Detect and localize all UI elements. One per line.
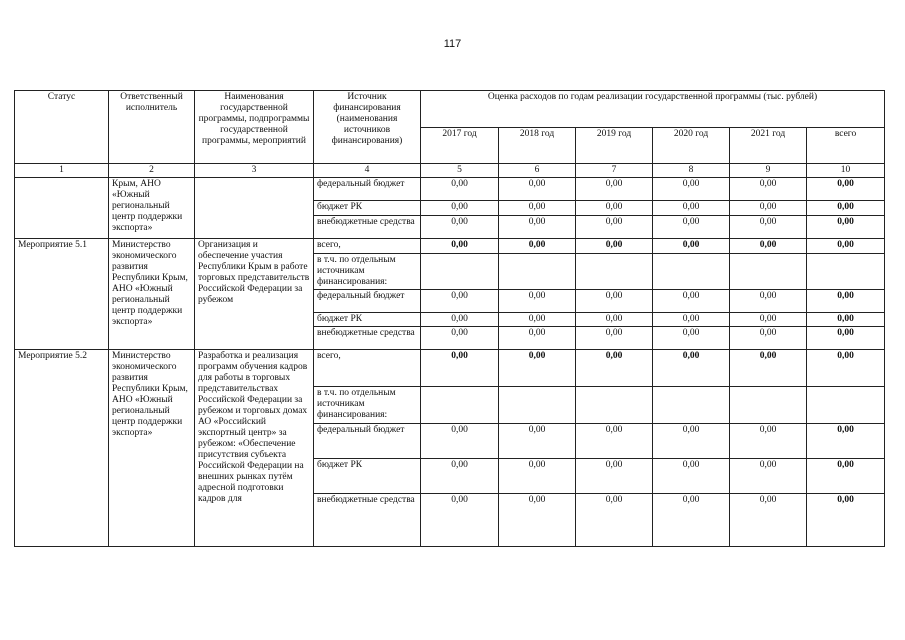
value-cell: 0,00 xyxy=(499,313,576,327)
value-cell: 0,00 xyxy=(730,313,807,327)
value-cell: 0,00 xyxy=(576,350,653,387)
total-cell: 0,00 xyxy=(807,350,885,387)
total-cell: 0,00 xyxy=(807,327,885,350)
status-cell xyxy=(15,178,109,239)
value-cell: 0,00 xyxy=(421,216,499,239)
source-cell: бюджет РК xyxy=(314,201,421,216)
value-cell: 0,00 xyxy=(653,201,730,216)
value-cell xyxy=(730,254,807,290)
source-cell: в т.ч. по отдельным источникам финансирования: xyxy=(314,254,421,290)
table-block xyxy=(15,239,885,350)
value-cell: 0,00 xyxy=(499,178,576,201)
value-cell: 0,00 xyxy=(499,494,576,547)
column-number: 1 xyxy=(15,164,109,178)
value-cell: 0,00 xyxy=(576,424,653,459)
value-cell xyxy=(653,387,730,424)
executor-cell: Министерство экономического развития Республики Крым, АНО «Южный региональный центр поддержки экспорта» xyxy=(109,239,195,350)
value-cell: 0,00 xyxy=(421,201,499,216)
source-cell: всего, xyxy=(314,239,421,254)
total-cell xyxy=(807,254,885,290)
value-cell: 0,00 xyxy=(730,201,807,216)
value-cell: 0,00 xyxy=(421,313,499,327)
value-cell: 0,00 xyxy=(576,216,653,239)
value-cell: 0,00 xyxy=(730,459,807,494)
value-cell: 0,00 xyxy=(421,327,499,350)
total-cell: 0,00 xyxy=(807,459,885,494)
total-cell: 0,00 xyxy=(807,494,885,547)
header-year: 2019 год xyxy=(576,127,653,164)
table-block xyxy=(15,178,885,239)
total-cell: 0,00 xyxy=(807,216,885,239)
budget-table xyxy=(14,90,885,547)
value-cell: 0,00 xyxy=(576,494,653,547)
value-cell: 0,00 xyxy=(653,494,730,547)
header-year: 2021 год xyxy=(730,127,807,164)
header-source: Источник финансирования (наименования источников финансирования) xyxy=(314,91,421,164)
value-cell: 0,00 xyxy=(653,327,730,350)
header-program-name: Наименования государственной программы, подпрограммы государственной программы, мероприятий xyxy=(195,91,314,164)
value-cell: 0,00 xyxy=(730,494,807,547)
value-cell: 0,00 xyxy=(499,216,576,239)
value-cell: 0,00 xyxy=(499,327,576,350)
value-cell: 0,00 xyxy=(421,424,499,459)
column-number: 10 xyxy=(807,164,885,178)
value-cell: 0,00 xyxy=(576,201,653,216)
value-cell: 0,00 xyxy=(499,459,576,494)
header-status: Статус xyxy=(15,91,109,164)
total-cell: 0,00 xyxy=(807,201,885,216)
header-executor: Ответственный исполнитель xyxy=(109,91,195,164)
value-cell: 0,00 xyxy=(499,239,576,254)
value-cell: 0,00 xyxy=(499,424,576,459)
value-cell xyxy=(730,387,807,424)
value-cell: 0,00 xyxy=(730,327,807,350)
value-cell: 0,00 xyxy=(653,290,730,313)
value-cell: 0,00 xyxy=(730,178,807,201)
value-cell: 0,00 xyxy=(421,350,499,387)
value-cell: 0,00 xyxy=(576,290,653,313)
page-number: 117 xyxy=(443,38,462,50)
total-cell: 0,00 xyxy=(807,424,885,459)
column-number: 3 xyxy=(195,164,314,178)
column-number: 2 xyxy=(109,164,195,178)
value-cell: 0,00 xyxy=(576,313,653,327)
source-cell: внебюджетные средства xyxy=(314,327,421,350)
value-cell: 0,00 xyxy=(576,239,653,254)
source-cell: бюджет РК xyxy=(314,313,421,327)
value-cell: 0,00 xyxy=(499,290,576,313)
value-cell: 0,00 xyxy=(730,290,807,313)
header-estimate: Оценка расходов по годам реализации государственной программы (тыс. рублей) xyxy=(421,91,885,128)
source-cell: федеральный бюджет xyxy=(314,290,421,313)
value-cell xyxy=(421,387,499,424)
value-cell: 0,00 xyxy=(499,201,576,216)
value-cell: 0,00 xyxy=(576,178,653,201)
value-cell xyxy=(499,254,576,290)
value-cell: 0,00 xyxy=(653,178,730,201)
program-name-cell xyxy=(195,178,314,239)
header-total: всего xyxy=(807,127,885,164)
total-cell: 0,00 xyxy=(807,313,885,327)
source-cell: внебюджетные средства xyxy=(314,494,421,547)
value-cell: 0,00 xyxy=(421,494,499,547)
value-cell: 0,00 xyxy=(653,424,730,459)
program-name-cell: Организация и обеспечение участия Республики Крым в работе торговых представительств Российской Федерации за рубежом xyxy=(195,239,314,350)
value-cell: 0,00 xyxy=(576,459,653,494)
total-cell xyxy=(807,387,885,424)
value-cell: 0,00 xyxy=(499,350,576,387)
table-block xyxy=(15,350,885,547)
value-cell: 0,00 xyxy=(653,313,730,327)
total-cell: 0,00 xyxy=(807,178,885,201)
total-cell: 0,00 xyxy=(807,239,885,254)
column-number: 9 xyxy=(730,164,807,178)
value-cell xyxy=(421,254,499,290)
column-number: 8 xyxy=(653,164,730,178)
value-cell xyxy=(576,387,653,424)
column-number: 4 xyxy=(314,164,421,178)
source-cell: в т.ч. по отдельным источникам финансирования: xyxy=(314,387,421,424)
value-cell: 0,00 xyxy=(421,239,499,254)
value-cell: 0,00 xyxy=(730,424,807,459)
header-year: 2020 год xyxy=(653,127,730,164)
executor-cell: Министерство экономического развития Республики Крым, АНО «Южный региональный центр поддержки экспорта» xyxy=(109,350,195,547)
status-cell: Мероприятие 5.2 xyxy=(15,350,109,547)
value-cell: 0,00 xyxy=(576,327,653,350)
source-cell: федеральный бюджет xyxy=(314,424,421,459)
value-cell: 0,00 xyxy=(421,178,499,201)
header-year: 2018 год xyxy=(499,127,576,164)
value-cell: 0,00 xyxy=(421,290,499,313)
status-cell: Мероприятие 5.1 xyxy=(15,239,109,350)
program-name-cell: Разработка и реализация программ обучения кадров для работы в торговых представительствах Российской Федерации за рубежом и торговых домах АО «Российский экспортный центр» за рубежом: «Обеспечение присутствия субъекта Российской Федерации на внешних рынках путём адресной подготовки кадров для xyxy=(195,350,314,547)
table-header xyxy=(15,91,885,178)
value-cell: 0,00 xyxy=(421,459,499,494)
column-number: 7 xyxy=(576,164,653,178)
column-number: 5 xyxy=(421,164,499,178)
value-cell xyxy=(576,254,653,290)
value-cell: 0,00 xyxy=(730,350,807,387)
value-cell: 0,00 xyxy=(653,459,730,494)
value-cell xyxy=(499,387,576,424)
value-cell: 0,00 xyxy=(730,239,807,254)
value-cell: 0,00 xyxy=(653,350,730,387)
source-cell: бюджет РК xyxy=(314,459,421,494)
value-cell: 0,00 xyxy=(730,216,807,239)
source-cell: внебюджетные средства xyxy=(314,216,421,239)
value-cell xyxy=(653,254,730,290)
total-cell: 0,00 xyxy=(807,290,885,313)
header-year: 2017 год xyxy=(421,127,499,164)
value-cell: 0,00 xyxy=(653,216,730,239)
column-number: 6 xyxy=(499,164,576,178)
executor-cell: Крым, АНО «Южный региональный центр поддержки экспорта» xyxy=(109,178,195,239)
source-cell: федеральный бюджет xyxy=(314,178,421,201)
value-cell: 0,00 xyxy=(653,239,730,254)
source-cell: всего, xyxy=(314,350,421,387)
